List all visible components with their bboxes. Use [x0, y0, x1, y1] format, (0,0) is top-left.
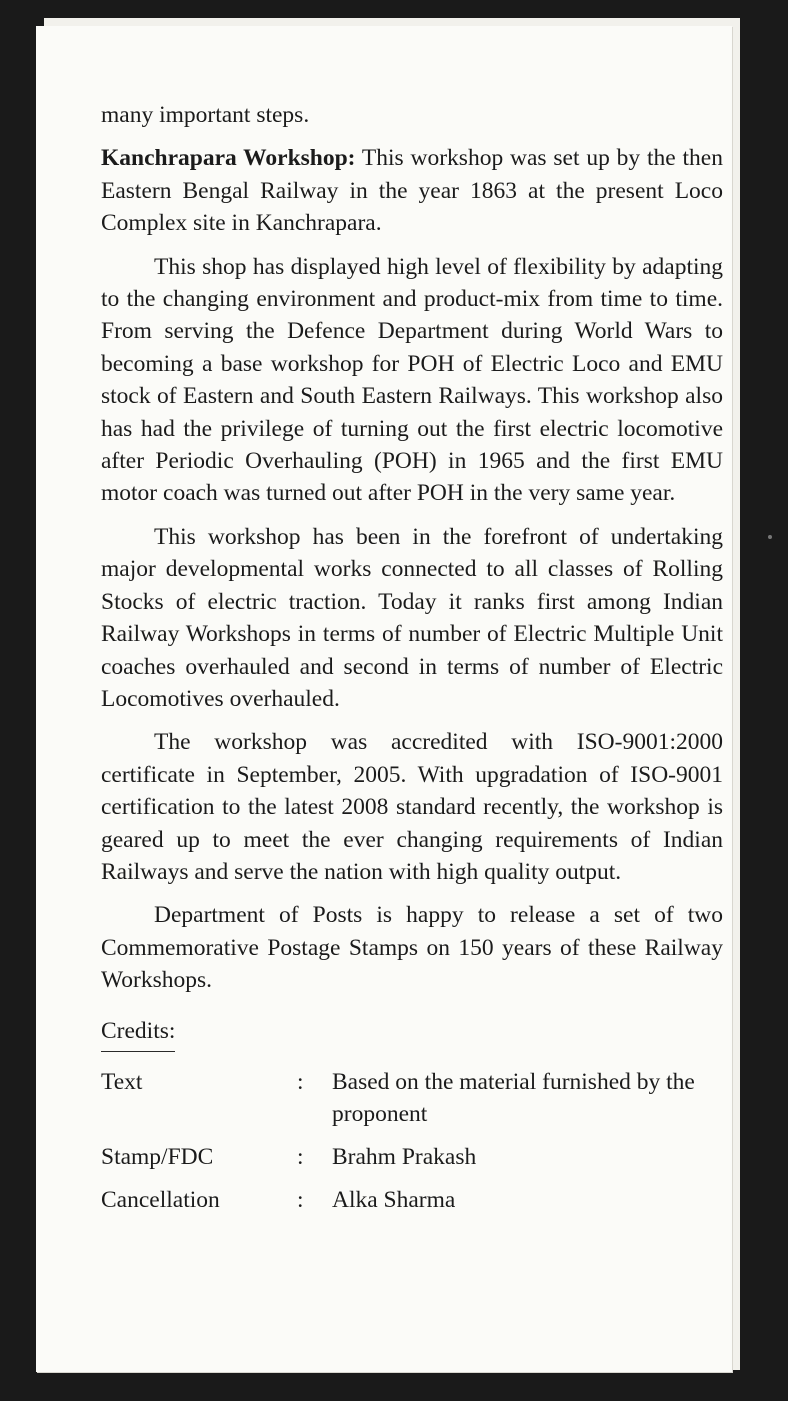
credit-label: Text [101, 1068, 143, 1095]
credit-row-text [101, 1066, 723, 1141]
intro-line: many important steps. [101, 102, 310, 128]
credit-row-cancellation [101, 1184, 723, 1227]
credit-row-stamp-fdc [101, 1141, 723, 1184]
paragraph-forefront: This workshop has been in the forefront of undertaking major developmental works connected to all classes of Rolling Stocks of electric traction. Today it ranks first among Indian Railway Workshops in terms of number of Electric Multiple Unit coaches overhauled and second in terms of number of Electric Locomotives overhauled. [101, 523, 723, 712]
credit-colon: : [297, 1186, 304, 1213]
paragraph-flexibility: This shop has displayed high level of flexibility by adapting to the changing environment and product-mix from time to time. From serving the Defence Department during World Wars to becoming a base workshop for POH of Electric Loco and EMU stock of Eastern and South Eastern Railways. This workshop also has had the privilege of turning out the first electric locomotive after Periodic Overhauling (POH) in 1965 and the first EMU motor coach was turned out after POH in the very same year. [101, 253, 723, 507]
kanchrapara-heading: Kanchrapara Workshop: [101, 145, 356, 172]
paragraph-department-of-posts: Department of Posts is happy to release a set of two Commemorative Postage Stamps on 150 years of these Railway Workshops. [101, 902, 723, 994]
credit-value: Alka Sharma [332, 1186, 456, 1213]
credit-colon: : [297, 1068, 304, 1095]
kanchrapara-text: This workshop was set up by the then Eastern Bengal Railway in the year 1863 at the present Loco Complex site in Kanchrapara. [101, 145, 723, 237]
credit-label: Stamp/FDC [101, 1143, 214, 1170]
kanchrapara-paragraph [101, 142, 723, 239]
paragraph-iso: The workshop was accredited with ISO-9001:2000 certificate in September, 2005. With upgradation of ISO-9001 certification to the latest 2008 standard recently, the workshop is geared up to meet the ever changing requirements of Indian Railways and serve the nation with high quality output. [101, 729, 723, 885]
credit-label: Cancellation [101, 1186, 220, 1213]
dust-speck [768, 535, 772, 539]
credits-table [101, 1066, 723, 1227]
credits-heading: Credits: [101, 1015, 175, 1052]
credit-value: Brahm Prakash [332, 1143, 477, 1170]
brochure-page [36, 26, 732, 1372]
credit-value: Based on the material furnished by the proponent [332, 1068, 695, 1127]
credit-colon: : [297, 1143, 304, 1170]
page-content [101, 99, 723, 1227]
